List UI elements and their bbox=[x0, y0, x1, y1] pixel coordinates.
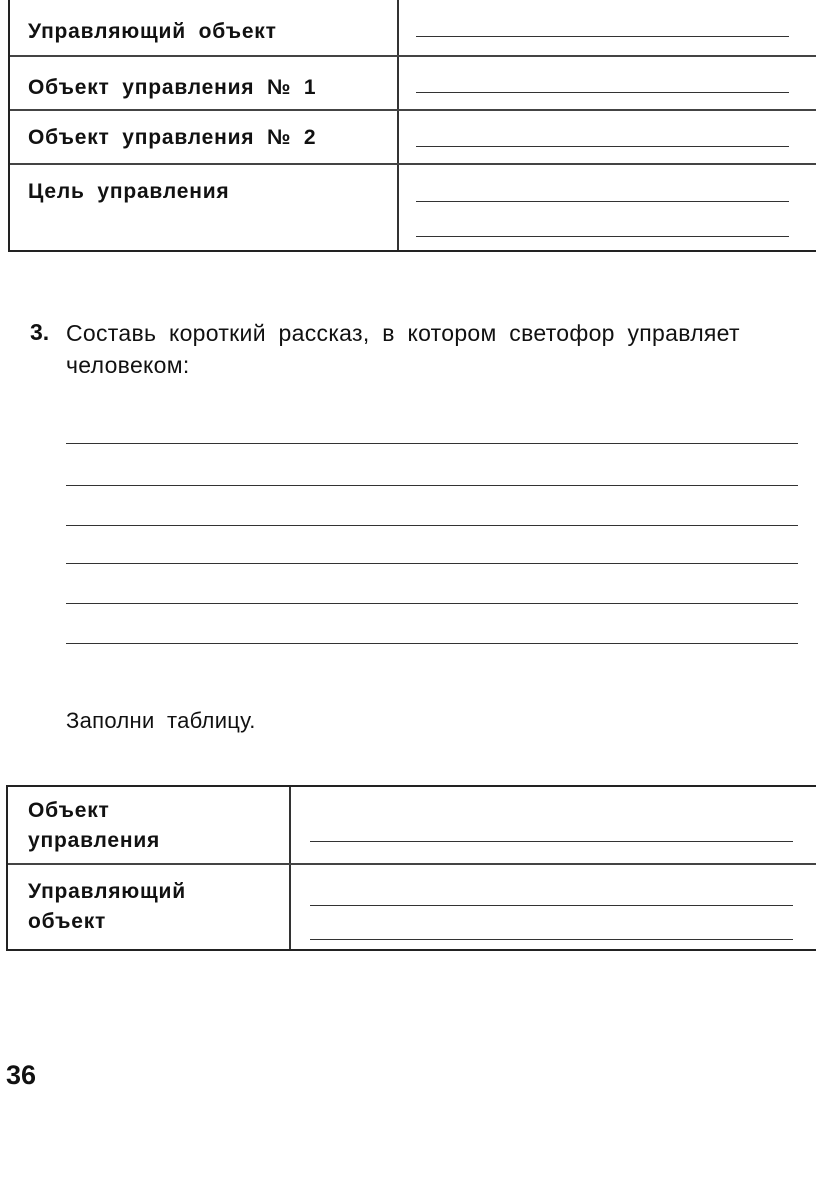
table-row bbox=[8, 863, 816, 951]
row-label-controlled-object: Объект управления bbox=[28, 799, 161, 852]
task-text-line: Составь короткий рассказ, в котором светофор управляет bbox=[66, 320, 740, 346]
table-row bbox=[10, 55, 816, 109]
row-label-control-goal: Цель управления bbox=[28, 180, 230, 203]
row-label-control-object: Управляющий объект bbox=[28, 880, 186, 933]
table-row bbox=[10, 109, 816, 163]
traffic-light-table bbox=[6, 785, 816, 951]
answer-line[interactable] bbox=[416, 201, 789, 202]
answer-line[interactable] bbox=[310, 905, 793, 906]
page-number: 36 bbox=[6, 1060, 37, 1090]
writing-line[interactable] bbox=[66, 603, 798, 604]
writing-line[interactable] bbox=[66, 563, 798, 564]
task-number: 3. bbox=[30, 319, 50, 345]
task-text-line: человеком: bbox=[66, 352, 190, 378]
table-row bbox=[10, 163, 816, 250]
row-label-controlled-object-1: Объект управления № 1 bbox=[28, 76, 317, 99]
answer-line[interactable] bbox=[416, 146, 789, 147]
row-label-controlled-object-2: Объект управления № 2 bbox=[28, 126, 317, 149]
answer-line[interactable] bbox=[310, 939, 793, 940]
answer-line[interactable] bbox=[416, 92, 789, 93]
control-objects-table bbox=[8, 0, 816, 252]
row-label-control-object: Управляющий объект bbox=[28, 20, 277, 43]
answer-line[interactable] bbox=[416, 236, 789, 237]
answer-line[interactable] bbox=[416, 36, 789, 37]
table-row bbox=[10, 0, 816, 55]
writing-line[interactable] bbox=[66, 525, 798, 526]
instruction-text: Заполни таблицу. bbox=[66, 708, 256, 733]
answer-line[interactable] bbox=[310, 841, 793, 842]
writing-line[interactable] bbox=[66, 485, 798, 486]
writing-line[interactable] bbox=[66, 643, 798, 644]
table-row bbox=[8, 787, 816, 863]
writing-line[interactable] bbox=[66, 443, 798, 444]
